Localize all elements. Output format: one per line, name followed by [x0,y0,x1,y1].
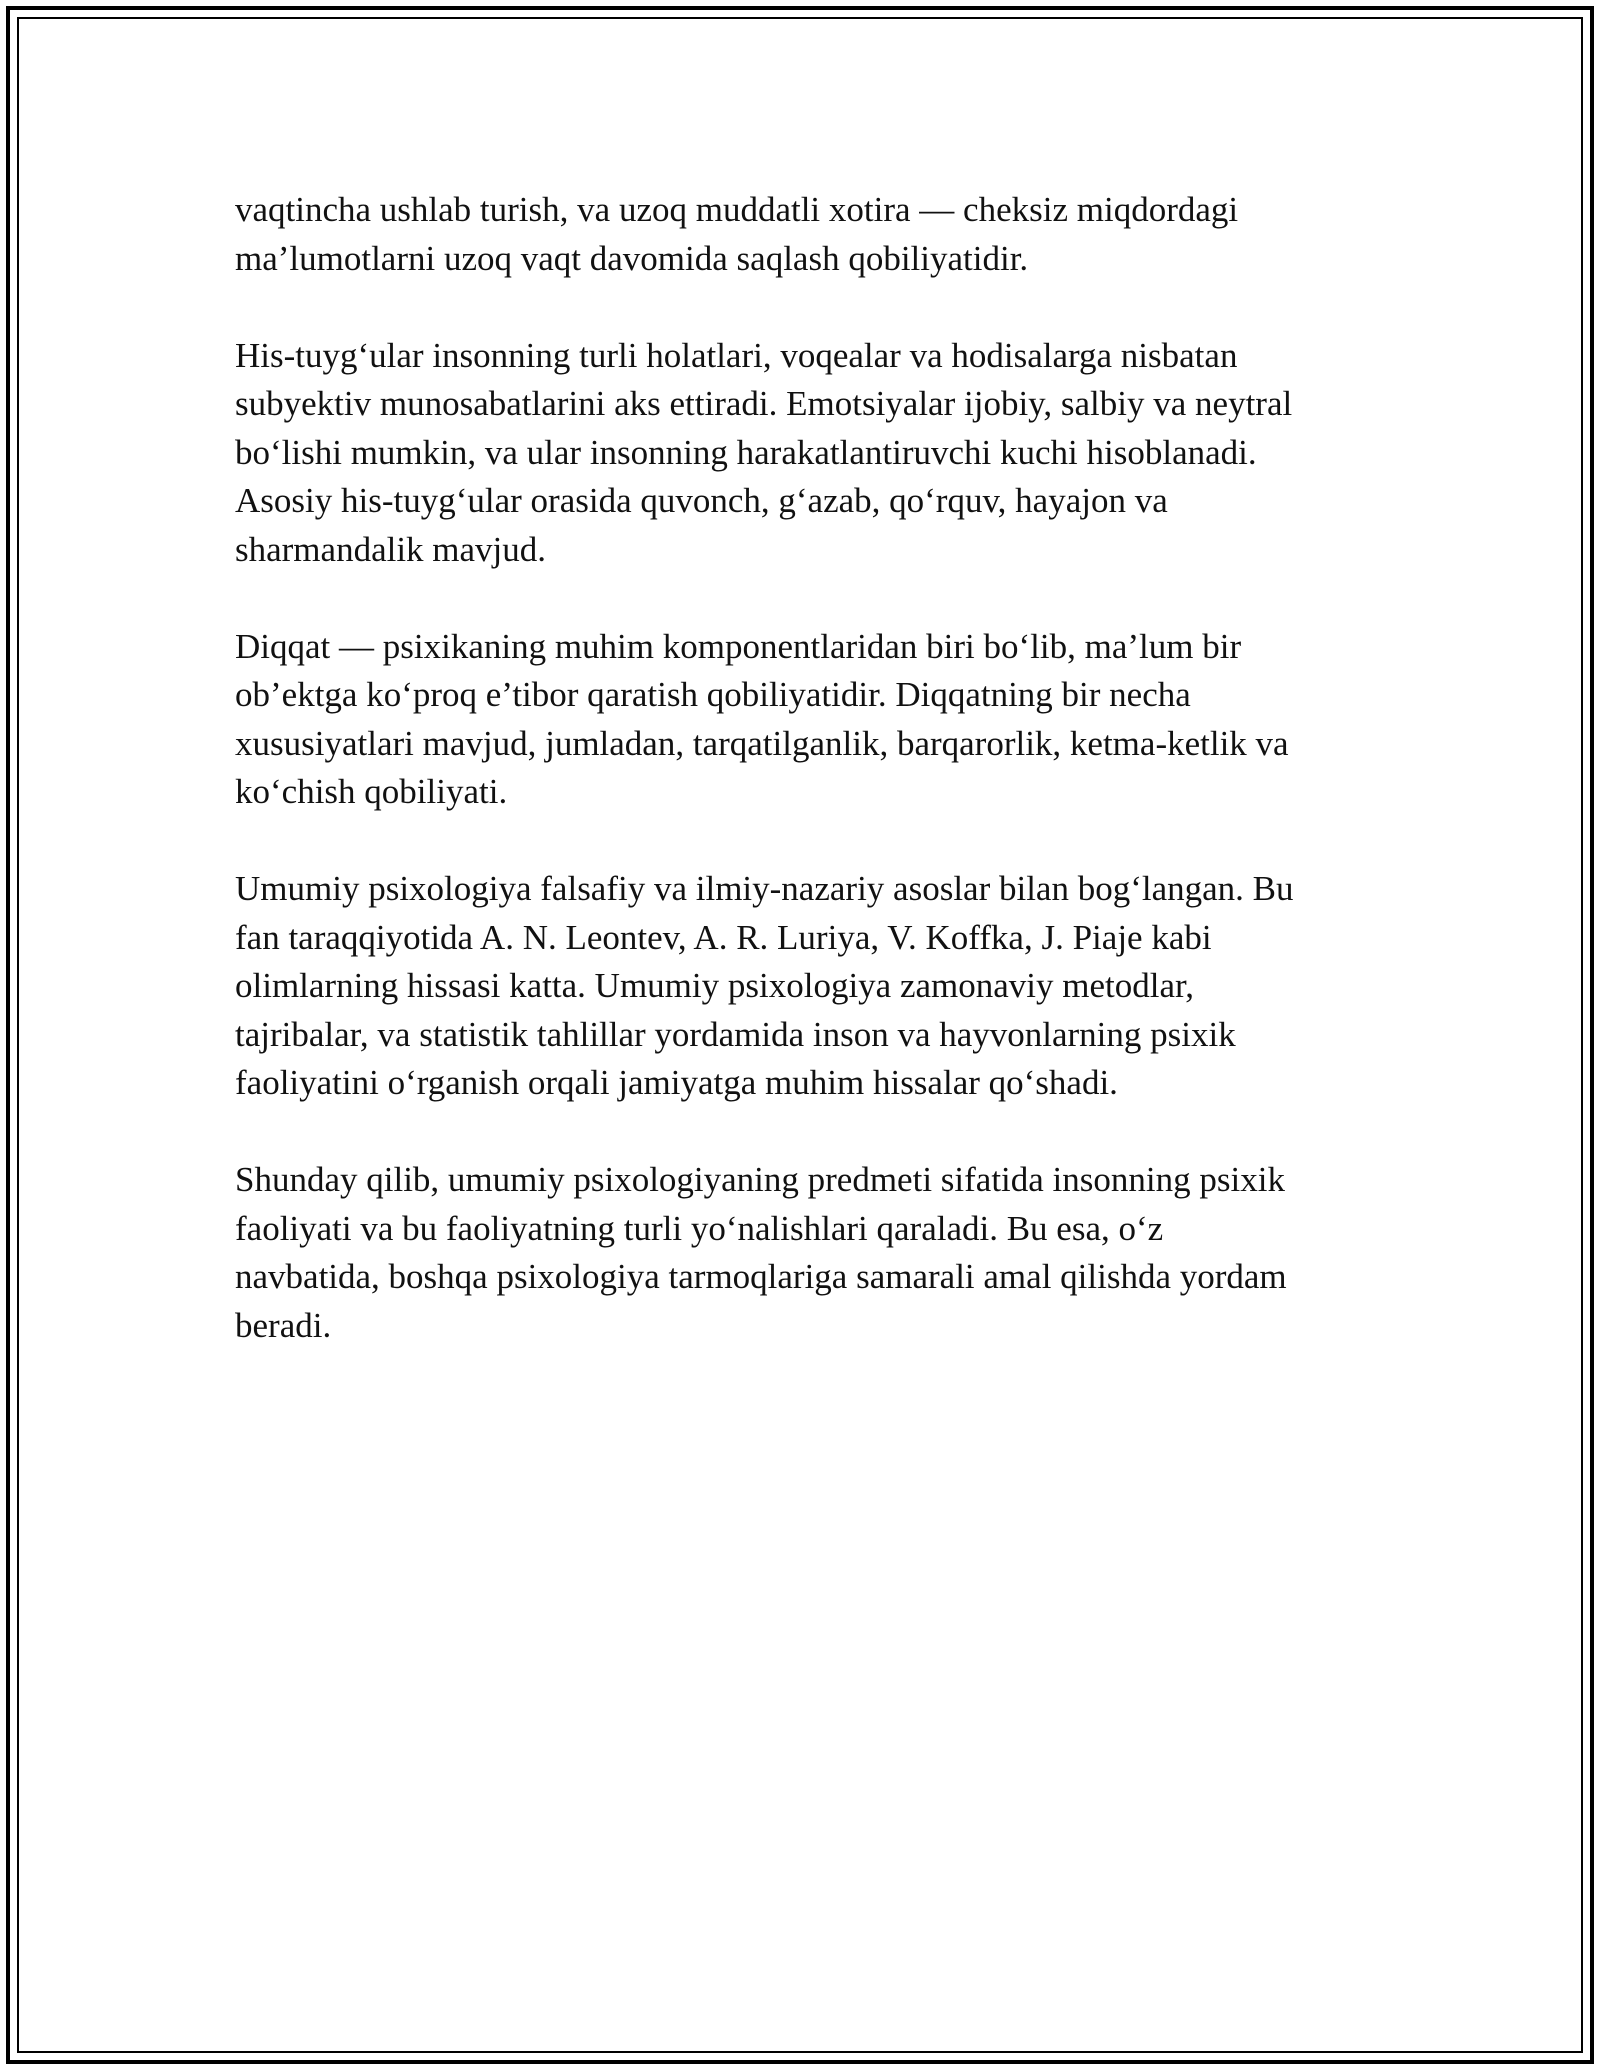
paragraph-emotions: His-tuyg‘ular insonning turli holatlari, voqealar va hodisalarga nisbatan subyektiv munosabatlarini aks ettiradi. Emotsiyalar ijobiy, salbiy va neytral bo‘lishi mumkin, va ular insonning harakatlantiruvchi kuchi hisoblanadi. Asosiy his-tuyg‘ular orasida quvonch, g‘azab, qo‘rquv, hayajon va sharmandalik mavjud. [235,335,1293,569]
paragraph-foundations: Umumiy psixologiya falsafiy va ilmiy-nazariy asoslar bilan bog‘langan. Bu fan taraqqiyotida A. N. Leontev, A. R. Luriya, V. Koffka, J. Piaje kabi olimlarning hissasi katta. Umumiy psixologiya zamonaviy metodlar, tajribalar, va statistik tahlillar yordamida inson va hayvonlarning psixik faoliyatini o‘rganish orqali jamiyatga muhim hissalar qo‘shadi. [235,869,1294,1102]
document-body [235,186,1365,1399]
paragraph-attention: Diqqat — psixikaning muhim komponentlaridan biri bo‘lib, ma’lum bir ob’ektga ko‘proq e’tibor qaratish qobiliyatidir. Diqqatning bir necha xususiyatlari mavjud, jumladan, tarqatilganlik, barqarorlik, ketma-ketlik va ko‘chish qobiliyati. [235,626,1289,811]
paragraph-conclusion: Shunday qilib, umumiy psixologiyaning predmeti sifatida insonning psixik faoliyati va bu faoliyatning turli yo‘nalishlari qaraladi. Bu esa, o‘z navbatida, boshqa psixologiya tarmoqlariga samarali amal qilishda yordam beradi. [235,1160,1287,1345]
paragraph-memory: vaqtincha ushlab turish, va uzoq muddatli xotira — cheksiz miqdordagi ma’lumotlarni uzoq vaqt davomida saqlash qobiliyatidir. [235,190,1239,278]
